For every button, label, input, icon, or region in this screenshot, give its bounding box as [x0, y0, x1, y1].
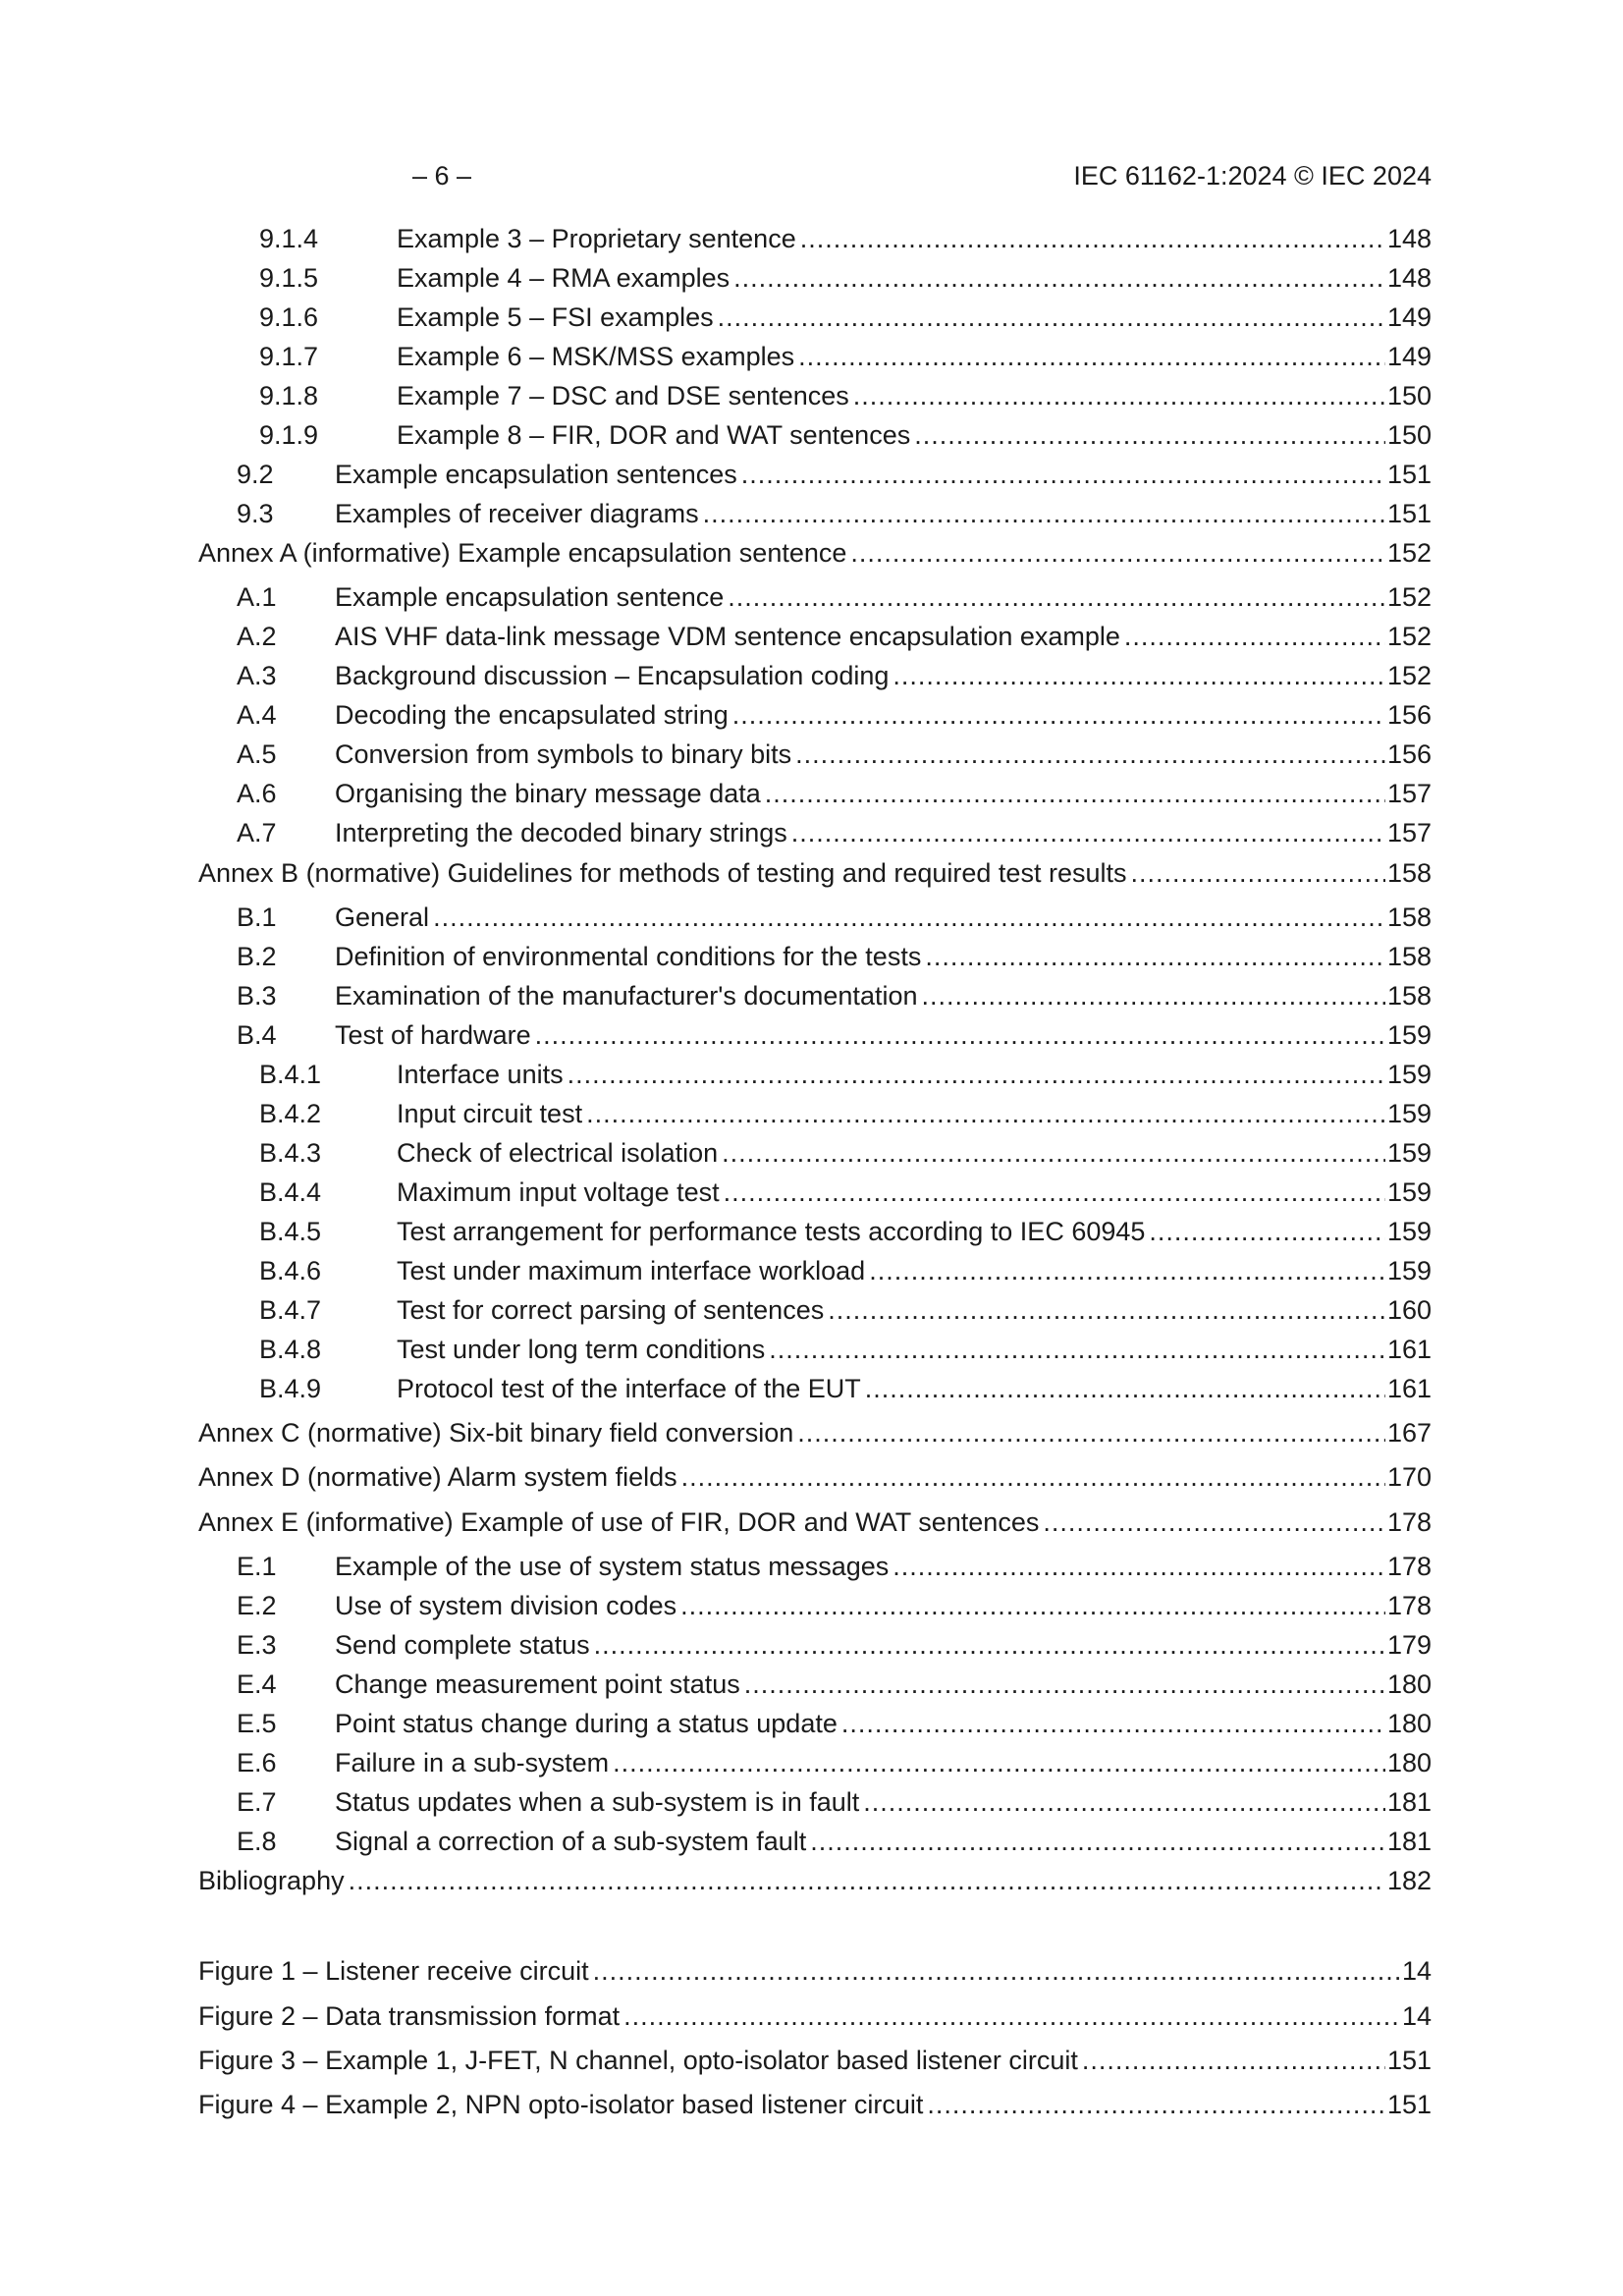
dot-leader — [593, 1954, 1400, 1988]
figures-entry-page: 14 — [1401, 1956, 1432, 1986]
toc-entry-number: A.4 — [237, 700, 277, 730]
toc-entry[interactable] — [198, 1550, 1432, 1583]
toc-entry-number: B.4.9 — [259, 1374, 322, 1403]
toc-entry-title: Point status change during a status update — [335, 1709, 838, 1738]
dot-leader — [744, 1667, 1385, 1701]
dot-leader — [722, 1136, 1385, 1170]
toc-entry-page: 181 — [1386, 1787, 1432, 1817]
toc-entry-title: Definition of environmental conditions for the tests — [335, 942, 922, 971]
toc-entry-page: 156 — [1386, 739, 1432, 769]
toc-entry-title: Annex A (informative) Example encapsulation sentence — [198, 538, 847, 568]
toc-entry-number: 9.1.6 — [259, 302, 319, 332]
dot-leader — [893, 1550, 1385, 1583]
dot-leader — [800, 222, 1385, 255]
figures-entry-title: Figure 1 – Listener receive circuit — [198, 1956, 589, 1986]
toc-entry-page: 152 — [1386, 582, 1432, 612]
toc-entry-page: 170 — [1386, 1462, 1432, 1492]
toc-entry[interactable] — [198, 458, 1432, 491]
toc-entry[interactable] — [198, 659, 1432, 692]
toc-entry[interactable] — [198, 580, 1432, 614]
toc-entry-title: Bibliography — [198, 1866, 345, 1895]
dot-leader — [733, 261, 1385, 295]
toc-entry-page: 151 — [1386, 499, 1432, 528]
toc-entry-page: 158 — [1386, 858, 1432, 888]
toc-entry-title: Annex D (normative) Alarm system fields — [198, 1462, 677, 1492]
toc-entry-page: 178 — [1386, 1552, 1432, 1581]
toc-entry-number: B.4.6 — [259, 1256, 322, 1285]
toc-entry-title: Conversion from symbols to binary bits — [335, 739, 792, 769]
toc-entry-page: 149 — [1386, 342, 1432, 371]
toc-entry-number: E.8 — [237, 1827, 277, 1856]
toc-entry-number: E.3 — [237, 1630, 277, 1660]
toc-entry-page: 148 — [1386, 263, 1432, 293]
toc-entry[interactable] — [198, 1136, 1432, 1170]
dot-leader — [623, 1999, 1400, 2033]
toc-entry-page: 157 — [1386, 779, 1432, 808]
toc-entry-page: 182 — [1386, 1866, 1432, 1895]
dot-leader — [797, 1416, 1385, 1449]
toc-entry-title: Example encapsulation sentences — [335, 460, 737, 489]
dot-leader — [863, 1785, 1385, 1819]
toc-entry[interactable] — [198, 1215, 1432, 1248]
dot-leader — [433, 901, 1385, 934]
dot-leader — [869, 1254, 1385, 1287]
toc-entry[interactable] — [198, 901, 1432, 934]
toc-entry[interactable] — [198, 1416, 1432, 1449]
toc-entry-number: B.2 — [237, 942, 277, 971]
toc-entry-page: 150 — [1386, 420, 1432, 450]
toc-entry-number: B.4.5 — [259, 1217, 322, 1246]
toc-entry-page: 159 — [1386, 1020, 1432, 1050]
dot-leader — [828, 1293, 1385, 1327]
toc-entry[interactable] — [198, 222, 1432, 255]
toc-entry-page: 158 — [1386, 981, 1432, 1011]
dot-leader — [703, 497, 1385, 530]
toc-entry-page: 152 — [1386, 622, 1432, 651]
toc-entry-number: A.1 — [237, 582, 277, 612]
figures-entry[interactable] — [198, 2044, 1432, 2077]
dot-leader — [893, 659, 1385, 692]
figures-entry[interactable] — [198, 1954, 1432, 1988]
toc-entry-title: Input circuit test — [397, 1099, 583, 1128]
toc-entry[interactable] — [198, 1097, 1432, 1130]
toc-entry[interactable] — [198, 620, 1432, 653]
toc-entry-title: Example 3 – Proprietary sentence — [397, 224, 796, 253]
toc-entry-number: A.7 — [237, 818, 277, 847]
dot-leader — [568, 1058, 1385, 1091]
toc-entry-page: 159 — [1386, 1177, 1432, 1207]
figures-entry-page: 151 — [1386, 2046, 1432, 2075]
toc-entry[interactable] — [198, 1058, 1432, 1091]
dot-leader — [765, 777, 1385, 810]
toc-entry-title: Status updates when a sub-system is in fault — [335, 1787, 860, 1817]
toc-entry-title: Example 6 – MSK/MSS examples — [397, 342, 795, 371]
toc-entry-number: A.2 — [237, 622, 277, 651]
toc-entry-title: Send complete status — [335, 1630, 590, 1660]
toc-entry-title: Test under long term conditions — [397, 1335, 766, 1364]
toc-entry-page: 159 — [1386, 1060, 1432, 1089]
toc-entry-page: 161 — [1386, 1374, 1432, 1403]
toc-entry-number: B.4.8 — [259, 1335, 322, 1364]
toc-entry-title: Example 4 – RMA examples — [397, 263, 730, 293]
toc-entry[interactable] — [198, 1254, 1432, 1287]
toc-entry-number: B.4 — [237, 1020, 277, 1050]
toc-entry[interactable] — [198, 1864, 1432, 1897]
figures-entry-title: Figure 3 – Example 1, J-FET, N channel, opto-isolator based listener circuit — [198, 2046, 1078, 2075]
page-number: – 6 – — [411, 161, 472, 191]
toc-entry[interactable] — [198, 418, 1432, 452]
toc-entry-page: 159 — [1386, 1256, 1432, 1285]
figures-entry[interactable] — [198, 2088, 1432, 2121]
toc-entry-page: 158 — [1386, 902, 1432, 932]
toc-entry-page: 152 — [1386, 538, 1432, 568]
toc-entry-title: Example of the use of system status messages — [335, 1552, 890, 1581]
toc-entry[interactable] — [198, 340, 1432, 373]
toc-entry-number: B.4.3 — [259, 1138, 322, 1168]
toc-entry-page: 180 — [1386, 1748, 1432, 1777]
toc-entry-number: E.1 — [237, 1552, 277, 1581]
dot-leader — [850, 536, 1385, 570]
dot-leader — [741, 458, 1385, 491]
dot-leader — [732, 698, 1385, 732]
dot-leader — [798, 340, 1385, 373]
toc-entry-number: B.4.1 — [259, 1060, 322, 1089]
dot-leader — [586, 1097, 1385, 1130]
toc-entry-title: Example encapsulation sentence — [335, 582, 725, 612]
dot-leader — [1082, 2044, 1385, 2077]
toc-entry-number: 9.1.7 — [259, 342, 319, 371]
dot-leader — [1124, 620, 1385, 653]
toc-entry-title: Example 7 – DSC and DSE sentences — [397, 381, 849, 410]
toc-entry[interactable] — [198, 1628, 1432, 1662]
dot-leader — [791, 816, 1385, 849]
toc-entry-number: B.3 — [237, 981, 277, 1011]
dot-leader — [927, 2088, 1385, 2121]
dot-leader — [349, 1864, 1385, 1897]
toc-entry[interactable] — [198, 1372, 1432, 1405]
toc-entry-page: 148 — [1386, 224, 1432, 253]
toc-entry-page: 180 — [1386, 1709, 1432, 1738]
toc-entry-number: E.6 — [237, 1748, 277, 1777]
toc-entry-title: General — [335, 902, 430, 932]
toc-entry-page: 156 — [1386, 700, 1432, 730]
toc-entry-number: A.5 — [237, 739, 277, 769]
toc-entry-page: 178 — [1386, 1591, 1432, 1620]
toc-entry-title: Organising the binary message data — [335, 779, 761, 808]
toc-entry-number: B.4.2 — [259, 1099, 322, 1128]
toc-entry-title: Maximum input voltage test — [397, 1177, 720, 1207]
toc-entry-number: A.6 — [237, 779, 277, 808]
dot-leader — [728, 580, 1385, 614]
dot-leader — [914, 418, 1385, 452]
toc-entry-number: 9.3 — [237, 499, 274, 528]
toc-entry[interactable] — [198, 1785, 1432, 1819]
figures-entry-title: Figure 4 – Example 2, NPN opto-isolator based listener circuit — [198, 2090, 924, 2119]
toc-entry-number: B.1 — [237, 902, 277, 932]
toc-entry-page: 160 — [1386, 1295, 1432, 1325]
toc-entry-title: Interface units — [397, 1060, 564, 1089]
toc-entry-number: B.4.7 — [259, 1295, 322, 1325]
toc-entry[interactable] — [198, 856, 1432, 890]
toc-entry-title: Test under maximum interface workload — [397, 1256, 866, 1285]
toc-entry-title: Signal a correction of a sub-system fault — [335, 1827, 807, 1856]
toc-entry-title: Change measurement point status — [335, 1669, 740, 1699]
toc-entry-title: Annex C (normative) Six-bit binary field conversion — [198, 1418, 794, 1448]
toc-entry-page: 161 — [1386, 1335, 1432, 1364]
toc-entry[interactable] — [198, 497, 1432, 530]
toc-entry[interactable] — [198, 536, 1432, 570]
toc-entry-title: Example 5 – FSI examples — [397, 302, 714, 332]
dot-leader — [853, 379, 1385, 412]
toc-entry-number: E.7 — [237, 1787, 277, 1817]
toc-entry-title: Use of system division codes — [335, 1591, 677, 1620]
dot-leader — [535, 1018, 1385, 1052]
toc-entry-page: 179 — [1386, 1630, 1432, 1660]
dot-leader — [594, 1628, 1385, 1662]
toc-entry-title: Failure in a sub-system — [335, 1748, 610, 1777]
toc-entry[interactable] — [198, 777, 1432, 810]
toc-entry[interactable] — [198, 1667, 1432, 1701]
toc-entry[interactable] — [198, 1825, 1432, 1858]
toc-entry[interactable] — [198, 379, 1432, 412]
dot-leader — [795, 738, 1385, 771]
dot-leader — [613, 1746, 1385, 1779]
toc-entry-number: 9.1.8 — [259, 381, 319, 410]
dot-leader — [769, 1333, 1385, 1366]
toc-entry-page: 152 — [1386, 661, 1432, 690]
toc-entry[interactable] — [198, 261, 1432, 295]
toc-entry[interactable] — [198, 1333, 1432, 1366]
toc-entry-number: E.4 — [237, 1669, 277, 1699]
toc-entry[interactable] — [198, 940, 1432, 973]
toc-entry[interactable] — [198, 816, 1432, 849]
toc-entry-title: Protocol test of the interface of the EUT — [397, 1374, 861, 1403]
toc-entry-page: 149 — [1386, 302, 1432, 332]
toc-entry[interactable] — [198, 1707, 1432, 1740]
toc-entry[interactable] — [198, 1293, 1432, 1327]
toc-entry[interactable] — [198, 698, 1432, 732]
toc-entry-page: 159 — [1386, 1217, 1432, 1246]
toc-entry-page: 181 — [1386, 1827, 1432, 1856]
dot-leader — [680, 1589, 1385, 1622]
toc-entry-page: 159 — [1386, 1099, 1432, 1128]
dot-leader — [724, 1175, 1385, 1209]
dot-leader — [1043, 1505, 1385, 1539]
dot-leader — [1149, 1215, 1385, 1248]
toc-entry[interactable] — [198, 1018, 1432, 1052]
toc-entry-page: 150 — [1386, 381, 1432, 410]
toc-entry-page: 157 — [1386, 818, 1432, 847]
toc-entry-number: 9.1.5 — [259, 263, 319, 293]
toc-entry-title: Test for correct parsing of sentences — [397, 1295, 825, 1325]
dot-leader — [841, 1707, 1385, 1740]
dot-leader — [718, 301, 1385, 334]
toc-entry[interactable] — [198, 979, 1432, 1012]
toc-entry-number: A.3 — [237, 661, 277, 690]
figures-entry-page: 151 — [1386, 2090, 1432, 2119]
toc-entry-title: AIS VHF data-link message VDM sentence encapsulation example — [335, 622, 1120, 651]
toc-entry[interactable] — [198, 1505, 1432, 1539]
toc-entry[interactable] — [198, 1175, 1432, 1209]
toc-entry-page: 178 — [1386, 1507, 1432, 1537]
toc-entry-page: 180 — [1386, 1669, 1432, 1699]
toc-entry-number: E.5 — [237, 1709, 277, 1738]
toc-entry[interactable] — [198, 1460, 1432, 1494]
toc-entry-page: 158 — [1386, 942, 1432, 971]
figures-entry-title: Figure 2 – Data transmission format — [198, 2001, 621, 2031]
document-id: IEC 61162-1:2024 © IEC 2024 — [1073, 161, 1432, 191]
dot-leader — [925, 940, 1385, 973]
figures-entry[interactable] — [198, 1999, 1432, 2033]
toc-entry[interactable] — [198, 301, 1432, 334]
toc-entry[interactable] — [198, 738, 1432, 771]
dot-leader — [681, 1460, 1385, 1494]
toc-entry-title: Annex E (informative) Example of use of FIR, DOR and WAT sentences — [198, 1507, 1040, 1537]
toc-entry-title: Test of hardware — [335, 1020, 531, 1050]
toc-entry-title: Test arrangement for performance tests according to IEC 60945 — [397, 1217, 1146, 1246]
toc-entry-title: Examples of receiver diagrams — [335, 499, 699, 528]
toc-entry-title: Examination of the manufacturer's documentation — [335, 981, 918, 1011]
toc-entry-number: E.2 — [237, 1591, 277, 1620]
toc-entry-title: Example 8 – FIR, DOR and WAT sentences — [397, 420, 911, 450]
toc-entry-page: 151 — [1386, 460, 1432, 489]
dot-leader — [1130, 856, 1384, 890]
toc-entry[interactable] — [198, 1746, 1432, 1779]
toc-entry-title: Background discussion – Encapsulation coding — [335, 661, 890, 690]
figures-entry-page: 14 — [1401, 2001, 1432, 2031]
toc-entry-number: 9.1.4 — [259, 224, 319, 253]
dot-leader — [810, 1825, 1385, 1858]
toc-entry-number: 9.2 — [237, 460, 274, 489]
toc-entry-number: 9.1.9 — [259, 420, 319, 450]
toc-entry-title: Annex B (normative) Guidelines for methods of testing and required test results — [198, 858, 1127, 888]
toc-entry-page: 167 — [1386, 1418, 1432, 1448]
toc-entry-page: 159 — [1386, 1138, 1432, 1168]
toc-entry-title: Check of electrical isolation — [397, 1138, 719, 1168]
dot-leader — [922, 979, 1385, 1012]
toc-entry-number: B.4.4 — [259, 1177, 322, 1207]
toc-entry-title: Interpreting the decoded binary strings — [335, 818, 787, 847]
toc-entry[interactable] — [198, 1589, 1432, 1622]
toc-entry-title: Decoding the encapsulated string — [335, 700, 729, 730]
dot-leader — [865, 1372, 1385, 1405]
page-header — [198, 161, 1432, 194]
